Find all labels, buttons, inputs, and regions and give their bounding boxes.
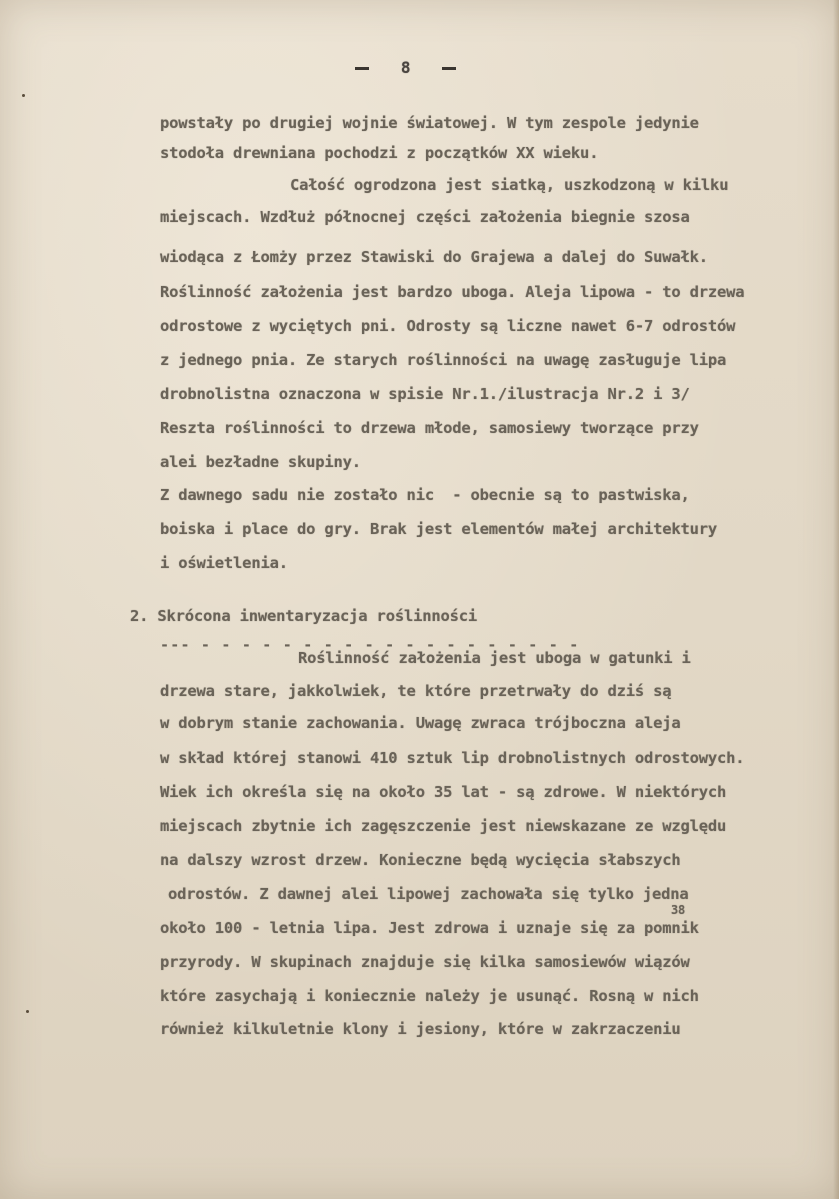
text-line: boiska i place do gry. Brak jest elementów małej architektury [160,520,718,538]
text-line: alei bezładne skupiny. [160,453,361,471]
page-number-text: 8 [400,58,411,77]
text-line: odrostów. Z dawnej alei lipowej zachowała się tylko jedna [168,885,689,903]
page-number [352,58,459,77]
page-edge [833,0,839,1199]
text-line: stodoła drewniana pochodzi z początków XX wieku. [160,144,599,162]
text-line: Reszta roślinności to drzewa młode, samosiewy tworzące przy [160,419,699,437]
text-line: odrostowe z wyciętych pni. Odrosty są liczne nawet 6-7 odrostów [160,317,736,335]
text-line: z jednego pnia. Ze starych roślinności na uwagę zasługuje lipa [160,351,727,369]
text-line: wiodąca z Łomży przez Stawiski do Grajewa a dalej do Suwałk. [160,248,708,266]
text-line: powstały po drugiej wojnie światowej. W tym zespole jedynie [160,114,699,132]
margin-dot [26,1010,29,1013]
text-line: drzewa stare, jakkolwiek, te które przetrwały do dziś są [160,682,672,700]
text-line: Całość ogrodzona jest siatką, uszkodzoną w kilku [290,176,729,194]
text-line: miejscach. Wzdłuż północnej części założenia biegnie szosa [160,208,690,226]
text-line: w skład której stanowi 410 sztuk lip drobnolistnych odrostowych. [160,749,745,767]
text-line: na dalszy wzrost drzew. Konieczne będą wycięcia słabszych [160,851,681,869]
margin-dot [22,94,25,97]
text-line: miejscach zbytnie ich zagęszczenie jest niewskazane ze względu [160,817,727,835]
text-line: również kilkuletnie klony i jesiony, które w zakrzaczeniu [160,1020,681,1038]
text-line: Z dawnego sadu nie zostało nic - obecnie są to pastwiska, [160,486,690,504]
section-heading: 2. Skrócona inwentaryzacja roślinności [130,607,478,625]
dash-left [355,67,369,70]
text-line: które zasychają i koniecznie należy je usunąć. Rosną w nich [160,987,699,1005]
text-line: w dobrym stanie zachowania. Uwagę zwraca trójboczna aleja [160,714,681,732]
text-line: Wiek ich określa się na około 35 lat - są zdrowe. W niektórych [160,783,727,801]
text-line: Roślinność założenia jest uboga w gatunki i [298,649,691,667]
text-line: i oświetlenia. [160,554,288,572]
text-line: drobnolistna oznaczona w spisie Nr.1./ilustracja Nr.2 i 3/ [160,385,690,403]
dash-right [442,67,456,70]
annotation-number: 38 [671,903,686,917]
text-line: przyrody. W skupinach znajduje się kilka samosiewów wiązów [160,953,690,971]
text-line: Roślinność założenia jest bardzo uboga. Aleja lipowa - to drzewa [160,283,745,301]
text-line: około 100 - letnia lipa. Jest zdrowa i uznaje się za pomnik [160,919,699,937]
heading-underline: --- - - - - - - - - - - - - - - - - - - - [160,636,580,654]
